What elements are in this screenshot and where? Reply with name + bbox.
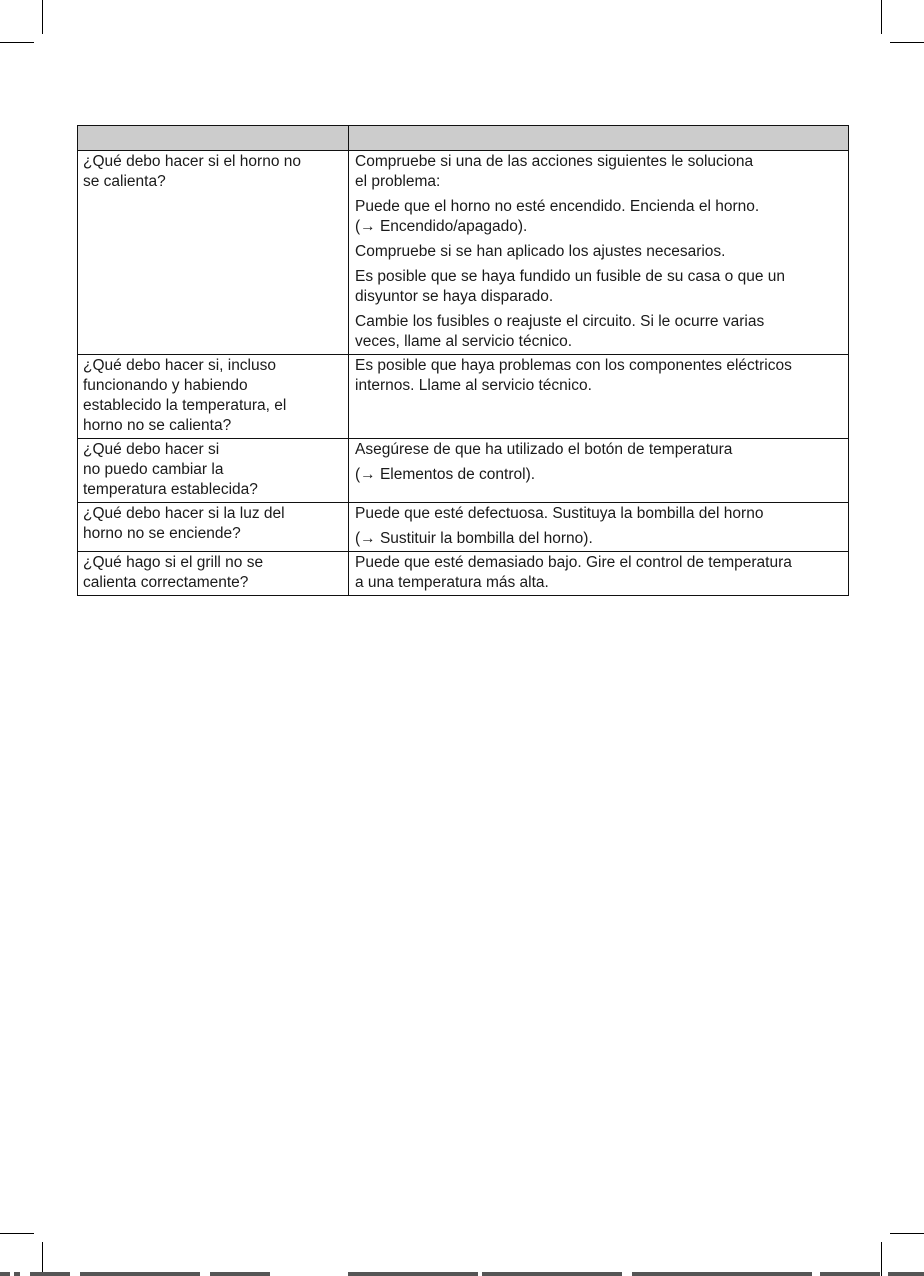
question-cell (78, 151, 349, 355)
question-line: calienta correctamente? (83, 574, 249, 591)
question-line: no puedo cambiar la (83, 461, 224, 478)
answer-line: Puede que esté defectuosa. Sustituya la bombilla del horno (355, 505, 764, 522)
question-cell (78, 503, 349, 552)
question-line: se calienta? (83, 173, 166, 190)
answer-cell (349, 503, 849, 552)
answer-paragraph (355, 356, 842, 396)
crop-mark-top-right-horizontal (890, 42, 924, 43)
answer-paragraph (355, 152, 842, 192)
answer-paragraph (355, 440, 842, 460)
table-row (78, 151, 849, 355)
header-answer-cell (349, 126, 849, 151)
answer-line: veces, llame al servicio técnico. (355, 333, 573, 350)
answer-paragraph (355, 312, 842, 352)
answer-line: Asegúrese de que ha utilizado el botón de temperatura (355, 441, 733, 458)
answer-line: internos. Llame al servicio técnico. (355, 377, 592, 394)
crop-mark-top-left-horizontal (0, 42, 34, 43)
table-body (78, 151, 849, 596)
question-cell (78, 552, 349, 596)
answer-paragraph (355, 504, 842, 524)
answer-paragraph (355, 553, 842, 593)
answer-cell (349, 552, 849, 596)
answer-line: (→ Elementos de control). (355, 466, 536, 483)
table-row (78, 552, 849, 596)
answer-line: a una temperatura más alta. (355, 574, 549, 591)
question-line: ¿Qué debo hacer si (83, 441, 220, 458)
question-cell (78, 355, 349, 439)
question-cell (78, 439, 349, 503)
crop-mark-top-left-vertical (42, 0, 43, 34)
answer-line: Es posible que se haya fundido un fusible de su casa o que un (355, 268, 786, 285)
answer-paragraph (355, 529, 842, 549)
question-line: establecido la temperatura, el (83, 397, 287, 414)
answer-cell (349, 439, 849, 503)
answer-paragraph (355, 242, 842, 262)
question-line: funcionando y habiendo (83, 377, 248, 394)
question-line: horno no se enciende? (83, 525, 241, 542)
table-row (78, 503, 849, 552)
crop-mark-top-right-vertical (881, 0, 882, 34)
answer-line: disyuntor se haya disparado. (355, 288, 554, 305)
question-line: ¿Qué hago si el grill no se (83, 554, 264, 571)
question-line: temperatura establecida? (83, 481, 258, 498)
answer-line: (→ Sustituir la bombilla del horno). (355, 530, 593, 547)
answer-line: Compruebe si se han aplicado los ajustes necesarios. (355, 243, 726, 260)
answer-paragraph (355, 465, 842, 485)
question-line: ¿Qué debo hacer si el horno no (83, 153, 301, 170)
answer-line: Es posible que haya problemas con los componentes eléctricos (355, 357, 792, 374)
question-line: ¿Qué debo hacer si la luz del (83, 505, 285, 522)
table-header-row (78, 126, 849, 151)
answer-paragraph (355, 197, 842, 237)
header-question-cell (78, 126, 349, 151)
question-line: horno no se calienta? (83, 417, 232, 434)
table-row (78, 355, 849, 439)
answer-cell (349, 355, 849, 439)
answer-paragraph (355, 267, 842, 307)
question-line: ¿Qué debo hacer si, incluso (83, 357, 276, 374)
answer-line: Puede que el horno no esté encendido. Encienda el horno. (355, 198, 760, 215)
table-row (78, 439, 849, 503)
crop-mark-bottom-left-horizontal (0, 1233, 34, 1234)
answer-line: Cambie los fusibles o reajuste el circuito. Si le ocurre varias (355, 313, 765, 330)
answer-cell (349, 151, 849, 355)
crop-mark-bottom-right-horizontal (890, 1233, 924, 1234)
answer-line: el problema: (355, 173, 441, 190)
answer-line: Compruebe si una de las acciones siguientes le soluciona (355, 153, 754, 170)
answer-line: Puede que esté demasiado bajo. Gire el control de temperatura (355, 554, 792, 571)
answer-line: (→ Encendido/apagado). (355, 218, 528, 235)
troubleshooting-table (77, 125, 849, 596)
footer-print-marks (0, 1270, 924, 1276)
